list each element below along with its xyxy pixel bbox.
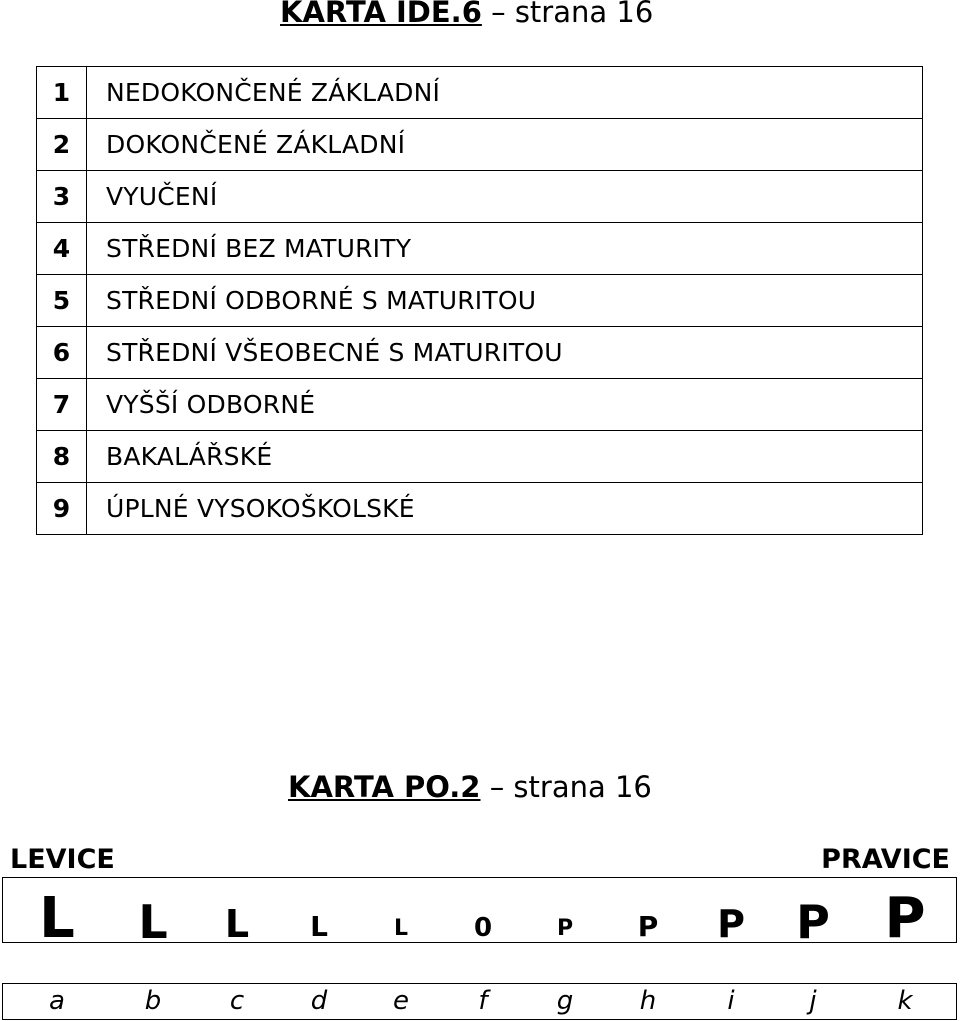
table-row [37, 67, 923, 119]
scale-letter: j [809, 986, 817, 1016]
table-row [37, 379, 923, 431]
table-row [37, 223, 923, 275]
card-heading-ide6 [280, 0, 653, 29]
scale-mark: L [224, 902, 250, 946]
scale-mark: P [637, 910, 659, 943]
row-number: 7 [37, 379, 87, 431]
right-label: PRAVICE [821, 844, 950, 875]
scale-letter: a [49, 986, 65, 1016]
table-row [37, 275, 923, 327]
scale-letter: c [229, 986, 245, 1016]
card-code: KARTA PO.2 [288, 770, 481, 804]
table-row [37, 483, 923, 535]
scale-mark: L [39, 886, 75, 951]
scale-letter: d [310, 986, 328, 1016]
table-row [37, 171, 923, 223]
education-table [36, 66, 923, 535]
scale-mark: L [310, 910, 328, 943]
row-label: BAKALÁŘSKÉ [87, 431, 923, 483]
scale-letter: k [897, 986, 913, 1016]
row-label: NEDOKONČENÉ ZÁKLADNÍ [87, 67, 923, 119]
row-label: VYŠŠÍ ODBORNÉ [87, 379, 923, 431]
row-number: 1 [37, 67, 87, 119]
card-dash: – [489, 770, 505, 804]
row-label: STŘEDNÍ BEZ MATURITY [87, 223, 923, 275]
left-label: LEVICE [10, 844, 115, 875]
row-number: 6 [37, 327, 87, 379]
card-dash: – [491, 0, 506, 29]
row-label: STŘEDNÍ VŠEOBECNÉ S MATURITOU [87, 327, 923, 379]
table-row [37, 431, 923, 483]
scale-mark: 0 [473, 913, 493, 943]
card-page: strana 16 [513, 770, 652, 804]
table-row [37, 119, 923, 171]
scale-letter: f [478, 986, 488, 1016]
table-row [37, 327, 923, 379]
row-number: 5 [37, 275, 87, 327]
row-label: VYUČENÍ [87, 171, 923, 223]
scale-mark: L [393, 916, 409, 941]
card-heading-po2 [288, 770, 652, 804]
scale-letter: e [393, 986, 409, 1016]
scale-mark: P [556, 916, 574, 941]
row-number: 3 [37, 171, 87, 223]
scale-mark: P [796, 895, 830, 949]
row-label: DOKONČENÉ ZÁKLADNÍ [87, 119, 923, 171]
row-number: 9 [37, 483, 87, 535]
row-number: 2 [37, 119, 87, 171]
scale-letter: b [144, 986, 162, 1016]
card-code: KARTA IDE.6 [280, 0, 482, 29]
row-number: 4 [37, 223, 87, 275]
scale-mark: P [717, 902, 745, 946]
row-label: ÚPLNÉ VYSOKOŠKOLSKÉ [87, 483, 923, 535]
scale-letter: h [639, 986, 657, 1016]
scale-mark: L [138, 895, 168, 949]
scale-letter: i [727, 986, 735, 1016]
scale-letter: g [556, 986, 574, 1016]
row-label: STŘEDNÍ ODBORNÉ S MATURITOU [87, 275, 923, 327]
card-page: strana 16 [514, 0, 654, 29]
row-number: 8 [37, 431, 87, 483]
scale-mark: P [884, 886, 926, 951]
